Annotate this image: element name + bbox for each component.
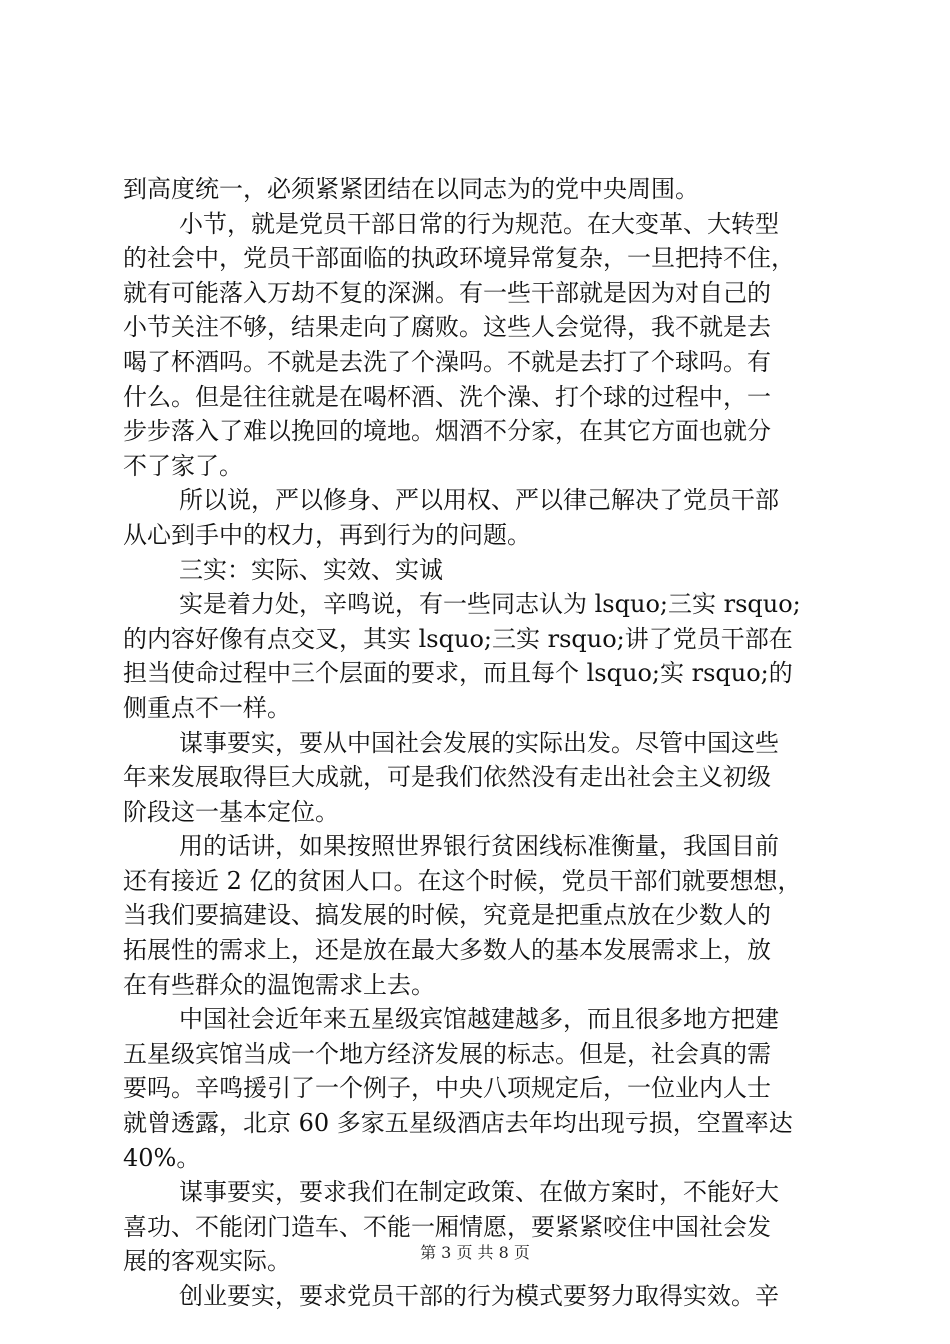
text-line: 五星级宾馆当成一个地方经济发展的标志。但是，社会真的需 xyxy=(123,1039,771,1068)
text-line: 谋事要实，要求我们在制定政策、在做方案时，不能好大 xyxy=(179,1178,779,1207)
page-footer: 第 3 页 共 8 页 xyxy=(420,1243,530,1262)
text-line: 展的客观实际。 xyxy=(123,1247,291,1276)
text-line: 年来发展取得巨大成就，可是我们依然没有走出社会主义初级 xyxy=(123,763,771,792)
text-line: 谋事要实，要从中国社会发展的实际出发。尽管中国这些 xyxy=(179,728,779,757)
text-line: 拓展性的需求上，还是放在最大多数人的基本发展需求上，放 xyxy=(123,936,771,965)
text-line: 三实：实际、实效、实诚 xyxy=(179,555,443,584)
text-line: 当我们要搞建设、搞发展的时候，究竟是把重点放在少数人的 xyxy=(123,901,771,930)
text-line: 步步落入了难以挽回的境地。烟酒不分家，在其它方面也就分 xyxy=(123,417,771,446)
text-line: 所以说，严以修身、严以用权、严以律己解决了党员干部 xyxy=(179,486,779,515)
text-line: 中国社会近年来五星级宾馆越建越多，而且很多地方把建 xyxy=(179,1005,779,1034)
text-line: 阶段这一基本定位。 xyxy=(123,797,339,826)
text-line: 的社会中，党员干部面临的执政环境异常复杂，一旦把持不住， xyxy=(123,244,795,273)
text-line: 不了家了。 xyxy=(123,451,243,480)
text-line: 到高度统一，必须紧紧团结在以同志为的党中央周围。 xyxy=(123,175,699,203)
text-line: 什么。但是往往就是在喝杯酒、洗个澡、打个球的过程中，一 xyxy=(123,382,771,411)
text-line: 从心到手中的权力，再到行为的问题。 xyxy=(123,520,531,549)
text-line: 喝了杯酒吗。不就是去洗了个澡吗。不就是去打了个球吗。有 xyxy=(123,347,771,376)
text-line: 喜功、不能闭门造车、不能一厢情愿，要紧紧咬住中国社会发 xyxy=(123,1212,771,1241)
text-line: 还有接近 2 亿的贫困人口。在这个时候，党员干部们就要想想， xyxy=(123,866,802,895)
text-line: 创业要实，要求党员干部的行为模式要努力取得实效。辛 xyxy=(179,1282,779,1310)
document-body xyxy=(123,172,835,1314)
text-line: 在有些群众的温饱需求上去。 xyxy=(123,970,435,999)
text-line: 40%。 xyxy=(123,1143,201,1172)
text-line: 担当使命过程中三个层面的要求，而且每个 lsquo;实 rsquo;的 xyxy=(123,659,793,688)
text-line: 用的话讲，如果按照世界银行贫困线标准衡量，我国目前 xyxy=(179,832,779,861)
text-line: 的内容好像有点交叉，其实 lsquo;三实 rsquo;讲了党员干部在 xyxy=(123,624,793,653)
text-line: 侧重点不一样。 xyxy=(123,693,291,722)
text-line: 就有可能落入万劫不复的深渊。有一些干部就是因为对自己的 xyxy=(123,278,771,307)
text-line: 小节关注不够，结果走向了腐败。这些人会觉得，我不就是去 xyxy=(123,313,771,342)
text-line: 要吗。辛鸣援引了一个例子，中央八项规定后，一位业内人士 xyxy=(123,1074,771,1103)
text-line: 小节，就是党员干部日常的行为规范。在大变革、大转型 xyxy=(179,209,779,238)
text-line: 就曾透露，北京 60 多家五星级酒店去年均出现亏损，空置率达 xyxy=(123,1109,793,1138)
text-line: 实是着力处，辛鸣说，有一些同志认为 lsquo;三实 rsquo; xyxy=(179,590,801,619)
